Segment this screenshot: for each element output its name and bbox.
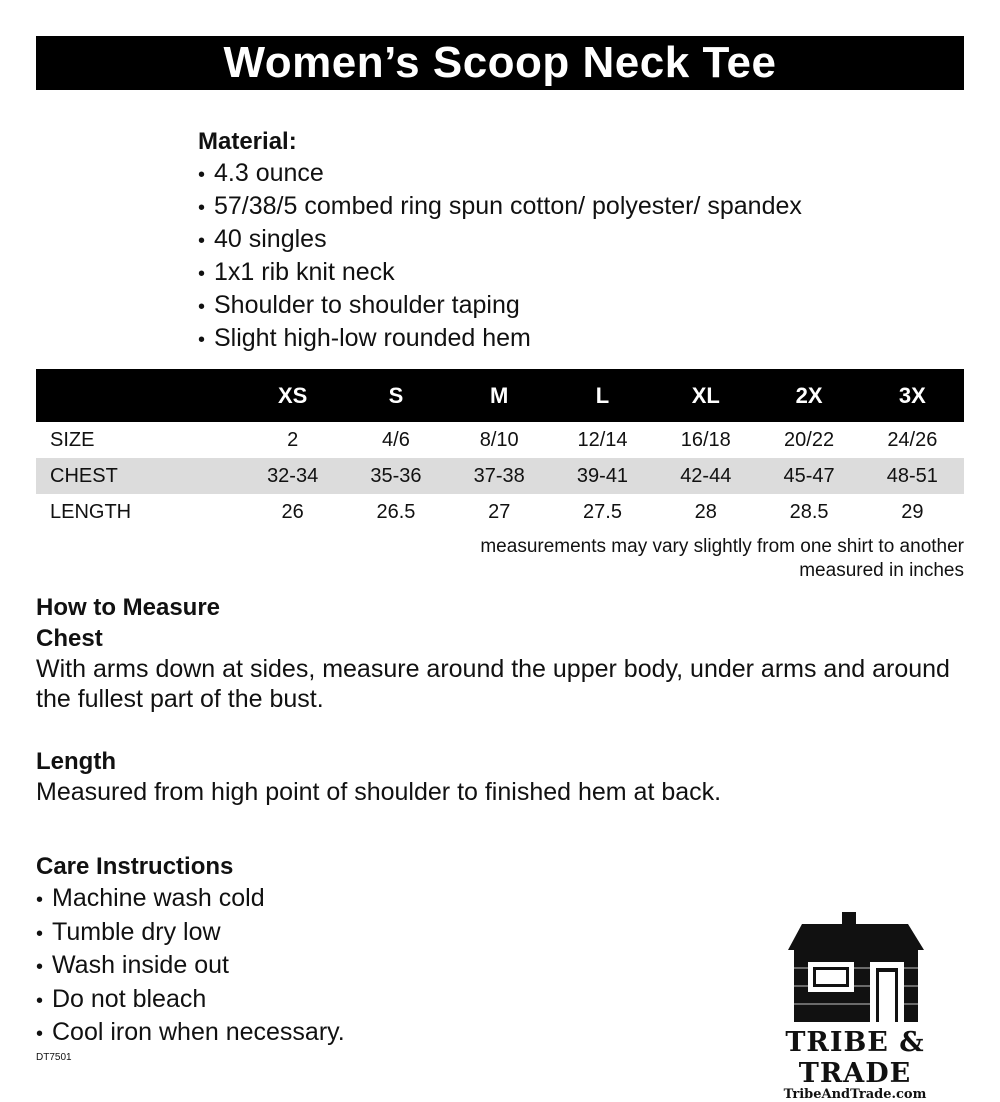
table-cell: 32-34 — [267, 464, 319, 487]
measurement-notes — [480, 535, 964, 583]
care-item: • Cool iron when necessary. — [36, 1017, 345, 1051]
row-label: LENGTH — [50, 500, 132, 523]
page-title: Women’s Scoop Neck Tee — [223, 38, 777, 87]
table-cell: 26.5 — [376, 500, 416, 523]
product-code: DT7501 — [36, 1052, 72, 1063]
header-cell: XL — [691, 382, 720, 408]
care-item: • Tumble dry low — [36, 917, 345, 951]
table-cell: 35-36 — [370, 464, 422, 487]
row-label: SIZE — [50, 428, 95, 451]
table-cell: 12/14 — [577, 428, 628, 451]
table-cell: 4/6 — [382, 428, 410, 451]
bullet: • — [36, 989, 44, 1012]
material-section — [198, 128, 802, 356]
brand-name: TRIBE & TRADE — [785, 1027, 925, 1089]
size-table — [36, 369, 964, 530]
material-item: • 4.3 ounce — [198, 158, 802, 191]
header-cell: 3X — [898, 382, 926, 408]
note-units: measured in inches — [799, 560, 964, 581]
length-heading: Length — [36, 748, 116, 775]
table-row — [36, 494, 964, 530]
size-table-header — [36, 369, 964, 422]
care-item: • Machine wash cold — [36, 883, 345, 917]
table-cell: 20/22 — [784, 428, 835, 451]
table-cell: 27 — [488, 500, 511, 523]
bullet: • — [198, 164, 206, 186]
length-section — [36, 746, 964, 807]
table-cell: 27.5 — [583, 500, 622, 523]
table-cell: 16/18 — [680, 428, 731, 451]
table-cell: 29 — [901, 500, 924, 523]
material-list — [198, 158, 802, 356]
header-cell — [36, 369, 241, 422]
table-cell: 28 — [694, 500, 717, 523]
table-cell: 45-47 — [783, 464, 835, 487]
bullet: • — [198, 329, 206, 351]
bullet: • — [198, 263, 206, 285]
table-cell: 37-38 — [473, 464, 525, 487]
brand-logo — [740, 910, 970, 1102]
header-cell: M — [490, 382, 509, 408]
care-item: • Wash inside out — [36, 950, 345, 984]
house-icon — [780, 910, 930, 1025]
care-section — [36, 851, 345, 1051]
material-heading: Material: — [198, 128, 297, 155]
bullet: • — [36, 956, 44, 978]
material-item: • 57/38/5 combed ring spun cotton/ polyester/ spandex — [198, 191, 802, 224]
brand-website: TribeAndTrade.com — [783, 1087, 927, 1102]
table-cell: 48-51 — [886, 464, 938, 487]
header-cell: S — [388, 382, 404, 408]
care-list — [36, 883, 345, 1051]
material-item: • 40 singles — [198, 224, 802, 257]
bullet: • — [198, 230, 206, 252]
care-heading: Care Instructions — [36, 853, 234, 880]
how-to-measure-section — [36, 592, 964, 714]
table-row — [36, 422, 964, 458]
header-cell: XS — [277, 382, 308, 408]
table-cell: 8/10 — [479, 428, 519, 451]
table-cell: 28.5 — [789, 500, 829, 523]
material-item: • Shoulder to shoulder taping — [198, 290, 802, 323]
title-bar — [36, 36, 964, 90]
length-text: Measured from high point of shoulder to finished hem at back. — [36, 778, 722, 806]
table-cell: 26 — [281, 500, 304, 523]
chest-heading: Chest — [36, 625, 103, 652]
table-cell: 2 — [287, 428, 299, 451]
chest-text: With arms down at sides, measure around the upper body, under arms and around the fullest part of the bust. — [36, 655, 950, 713]
note-variance: measurements may vary slightly from one shirt to another — [480, 536, 964, 557]
table-cell: 42-44 — [680, 464, 732, 487]
bullet: • — [36, 1023, 44, 1045]
table-row — [36, 458, 964, 494]
material-item: • Slight high-low rounded hem — [198, 323, 802, 356]
how-to-measure-heading: How to Measure — [36, 594, 221, 621]
bullet: • — [198, 296, 206, 318]
bullet: • — [36, 889, 44, 911]
table-cell: 24/26 — [887, 428, 938, 451]
header-cell: 2X — [795, 382, 823, 408]
header-cell: L — [595, 382, 610, 408]
table-cell: 39-41 — [576, 464, 629, 487]
care-item: • Do not bleach — [36, 984, 345, 1018]
material-item: • 1x1 rib knit neck — [198, 257, 802, 290]
row-label: CHEST — [50, 464, 118, 487]
bullet: • — [36, 922, 44, 945]
bullet: • — [198, 197, 206, 219]
